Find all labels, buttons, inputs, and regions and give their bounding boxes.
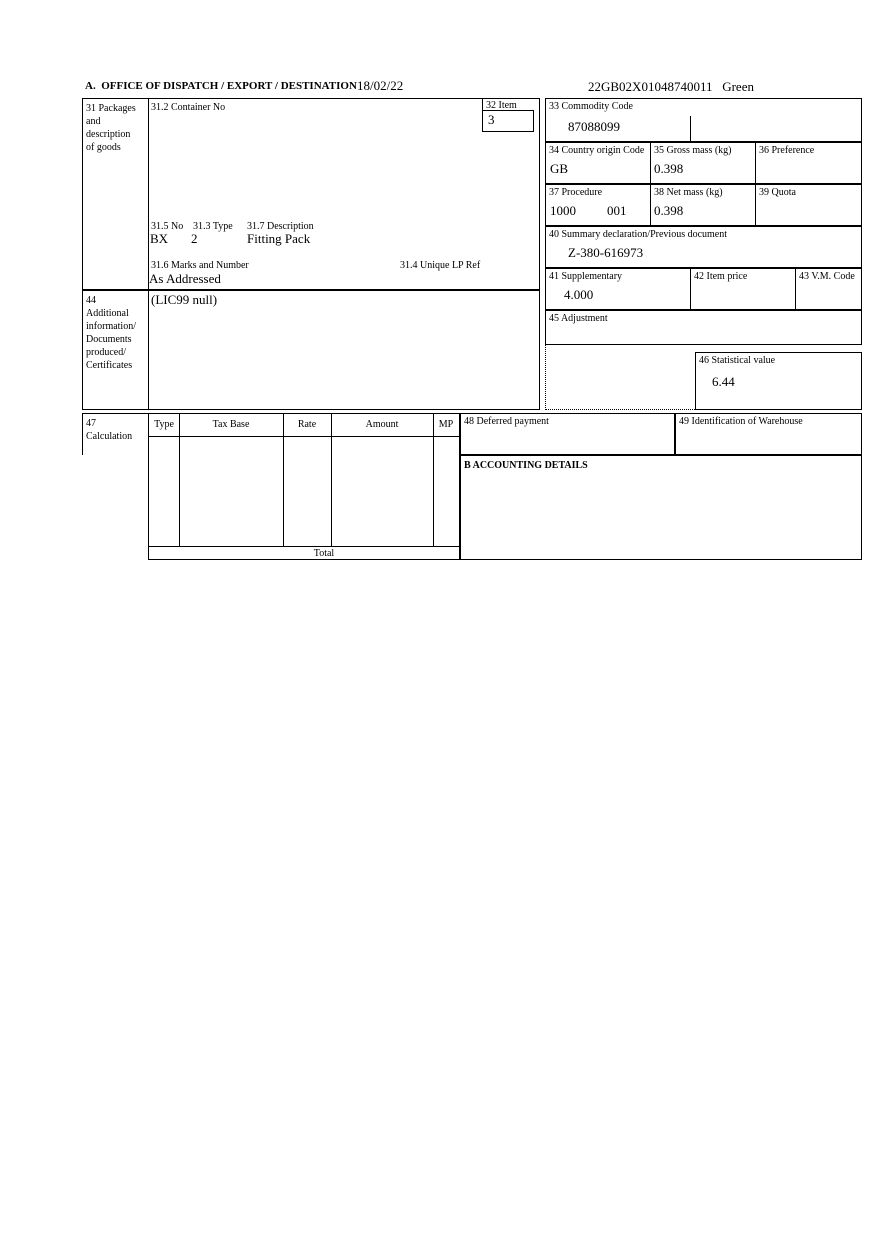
gross-mass-value: 0.398 <box>654 161 684 176</box>
tax-col-rate-header: Rate <box>297 419 317 430</box>
container-no-label: 31.2 Container No <box>151 102 226 113</box>
tax-total-label: Total <box>313 548 335 559</box>
vm-code-label: 43 V.M. Code <box>799 271 855 282</box>
box44-label-line: information/ <box>86 321 136 332</box>
tax-col-type-header: Type <box>154 419 174 430</box>
tax-col-amount-header: Amount <box>365 419 399 430</box>
package-description-value: Fitting Pack <box>247 231 311 246</box>
box44-label-line: Documents <box>86 334 132 345</box>
country-origin-label: 34 Country origin Code <box>549 145 645 156</box>
box47-label-cell <box>82 413 149 455</box>
summary-declaration-value: Z-380-616973 <box>568 245 644 260</box>
supplementary-value: 4.000 <box>564 287 594 302</box>
item-value: 3 <box>488 112 495 127</box>
additional-info-value: (LIC99 null) <box>151 292 218 307</box>
commodity-code-value: 87088099 <box>568 119 620 134</box>
box47-label-line: 47 <box>86 418 96 429</box>
net-mass-value: 0.398 <box>654 203 684 218</box>
deferred-payment-label: 48 Deferred payment <box>464 416 549 427</box>
tax-table-divider <box>331 414 332 546</box>
box31-label <box>83 99 148 154</box>
adjustment-label: 45 Adjustment <box>549 313 608 324</box>
box44-label <box>83 291 148 372</box>
box47-label-line: Calculation <box>86 431 133 442</box>
procedure-value-2: 001 <box>607 203 627 218</box>
gross-mass-label: 35 Gross mass (kg) <box>654 145 732 156</box>
box31-label-line: description <box>86 129 131 140</box>
commodity-code-label: 33 Commodity Code <box>549 101 633 112</box>
box44-label-line: Additional <box>86 308 129 319</box>
country-origin-value: GB <box>550 161 569 176</box>
box44-main-cell <box>148 290 540 410</box>
divider-commodity-subfield <box>690 116 691 142</box>
tax-col-mp-header: MP <box>438 419 454 430</box>
box44-label-line: Certificates <box>86 360 133 371</box>
box44-label-cell <box>82 290 149 410</box>
net-mass-label: 38 Net mass (kg) <box>654 187 723 198</box>
summary-declaration-label: 40 Summary declaration/Previous document <box>549 229 728 240</box>
tax-table-divider <box>433 414 434 546</box>
marks-label: 31.6 Marks and Number <box>151 260 249 271</box>
statistical-value-label: 46 Statistical value <box>699 355 776 366</box>
tax-table-divider <box>283 414 284 546</box>
office-of-dispatch-label: A. OFFICE OF DISPATCH / EXPORT / DESTINATION <box>85 80 357 92</box>
tax-table-divider <box>179 414 180 546</box>
box44-label-line: produced/ <box>86 347 126 358</box>
item-label: 32 Item <box>486 100 517 111</box>
marks-value: As Addressed <box>149 271 221 286</box>
procedure-value-1: 1000 <box>550 203 576 218</box>
statistical-value: 6.44 <box>712 374 735 389</box>
accounting-details-label: B ACCOUNTING DETAILS <box>464 460 588 471</box>
item-price-label: 42 Item price <box>694 271 748 282</box>
tax-col-taxbase-header: Tax Base <box>212 419 250 430</box>
tax-calculation-table <box>148 413 460 560</box>
package-type-value: 2 <box>191 231 198 246</box>
tax-table-total-divider <box>149 546 459 547</box>
package-type-label: 31.3 Type <box>193 221 233 232</box>
box44-label-line: 44 <box>86 295 96 306</box>
quota-label: 39 Quota <box>759 187 796 198</box>
package-no-value: BX <box>150 231 169 246</box>
box31-label-line: of goods <box>86 142 121 153</box>
dotted-region <box>545 345 695 410</box>
preference-label: 36 Preference <box>759 145 815 156</box>
tax-table-header-divider <box>149 436 459 437</box>
package-description-label: 31.7 Description <box>247 221 314 232</box>
declaration-reference: 22GB02X01048740011 Green <box>588 79 754 94</box>
box31-label-cell <box>82 98 149 290</box>
box31-label-line: 31 Packages <box>86 103 136 114</box>
supplementary-label: 41 Supplementary <box>549 271 623 282</box>
declaration-date: 18/02/22 <box>357 78 404 93</box>
box31-label-line: and <box>86 116 101 127</box>
unique-lp-ref-label: 31.4 Unique LP Ref <box>400 260 481 271</box>
box47-label <box>83 414 149 443</box>
package-no-label: 31.5 No <box>151 221 184 232</box>
procedure-label: 37 Procedure <box>549 187 603 198</box>
warehouse-id-label: 49 Identification of Warehouse <box>679 416 803 427</box>
